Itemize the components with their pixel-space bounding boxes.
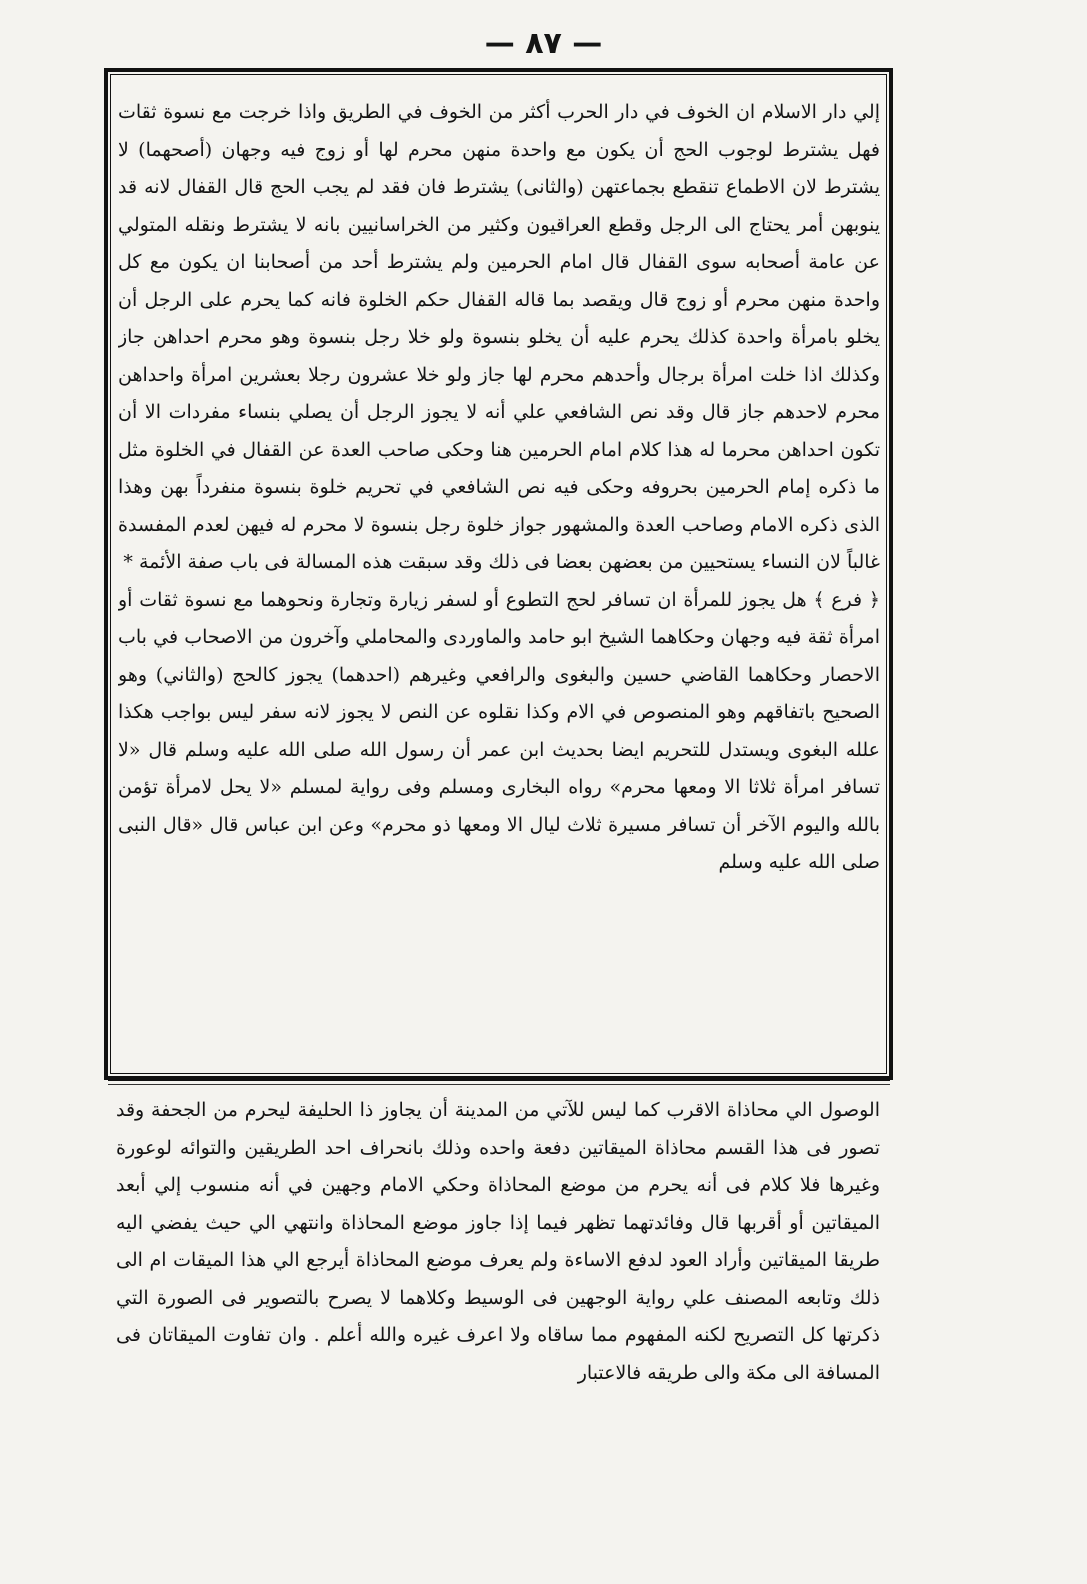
body-paragraph-1: إلي دار الاسلام ان الخوف في دار الحرب أكثر من الخوف في الطريق واذا خرجت مع نسوة ثقات فهل يشترط لوجوب الحج أن يكون مع واحدة منهن محرم لها أو زوج فيه وجهان (أصحهما) لا يشترط لان الاطماع تنقطع بجماعتهن (والثانى) يشترط فان فقد لم يجب الحج قال القفال لانه قد ينوبهن أمر يحتاج الى الرجل وقطع العراقيون وكثير من الخراسانيين بانه لا يشترط ونقله المتولي عن عامة أصحابه سوى القفال قال امام الحرمين ولم يشترط أحد من أصحابنا ان يكون مع كل واحدة منهن محرم أو زوج قال ويقصد بما قاله القفال حكم الخلوة فانه كما يحرم على الرجل أن يخلو بامرأة واحدة كذلك يحرم عليه أن يخلو بنسوة ولو خلا رجل بنسوة وهو محرم احداهن جاز وكذلك اذا خلت امرأة برجال وأحدهم محرم لها جاز ولو خلا عشرون رجلا بعشرين امرأة واحداهن محرم لاحدهم جاز قال وقد نص الشافعي علي أنه لا يجوز الرجل أن يصلي بنساء مفردات الا أن تكون احداهن محرما له هذا كلام امام الحرمين هنا وحكى صاحب العدة عن القفال في الخلوة مثل ما ذكره إمام الحرمين بحروفه وحكى فيه نص الشافعي في تحريم خلوة بنسوة منفرداً بهن وهذا الذى ذكره الامام وصاحب العدة والمشهور جواز خلوة رجل بنسوة لا محرم له فيهن لعدم المفسدة غالباً لان النساء يستحيين من بعضهن بعضا فى ذلك وقد سبقت هذه المسالة فى باب صفة الأئمة * <box>118 101 880 573</box>
main-text-block <box>118 94 880 1064</box>
body-paragraph-2: ﴿ فرع ﴾ هل يجوز للمرأة ان تسافر لحج التطوع أو لسفر زيارة وتجارة ونحوهما مع نسوة ثقات أو امرأة ثقة فيه وجهان وحكاهما الشيخ ابو حامد والماوردى والمحاملي وآخرون من الاصحاب في باب الاحصار وحكاهما القاضي حسين والبغوى والرافعي وغيرهم (احدهما) يجوز كالحج (والثاني) وهو الصحيح باتفاقهم وهو المنصوص في الام وكذا نقلوه عن النص لا يجوز لانه سفر ليس بواجب هكذا علله البغوى ويستدل للتحريم ايضا بحديث ابن عمر أن رسول الله صلى الله عليه وسلم قال «لا تسافر امرأة ثلاثا الا ومعها محرم» رواه البخارى ومسلم وفى رواية لمسلم «لا يحل لامرأة تؤمن بالله واليوم الآخر أن تسافر مسيرة ثلاث ليال الا ومعها ذو محرم» وعن ابن عباس قال «قال النبى صلى الله عليه وسلم <box>118 588 880 873</box>
footnote-divider-thin <box>108 1084 890 1085</box>
footnote-block <box>116 1092 880 1432</box>
footnote-paragraph-1: الوصول الي محاذاة الاقرب كما ليس للآتي من المدينة أن يجاوز ذا الحليفة ليحرم من الجحفة وقد تصور فى هذا القسم محاذاة الميقاتين دفعة واحده وذلك بانحراف احد الطريقين والتوائه لوعورة وغيرها فلا كلام فى أنه يحرم من موضع المحاذاة وحكي الامام وجهين في أنه منسوب إلي أبعد الميقاتين أو أقربها قال وفائدتهما تظهر فيما إذا جاوز موضع المحاذاة وانتهي الي حيث يفضي اليه طريقا الميقاتين وأراد العود لدفع الاساءة ولم يعرف موضع المحاذاة أيرجع الي هذا الميقات ام الى ذلك وتابعه المصنف علي رواية الوجهين فى الوسيط وكلاهما لا يصرح بالتصوير فى الصورة التي ذكرتها كل التصريح لكنه المفهوم مما ساقاه ولا اعرف غيره والله أعلم . وان تفاوت الميقاتان فى المسافة الى مكة والى طريقه فالاعتبار <box>116 1099 880 1384</box>
page-number: — ٨٧ — <box>484 26 603 61</box>
footnote-divider <box>108 1078 890 1081</box>
